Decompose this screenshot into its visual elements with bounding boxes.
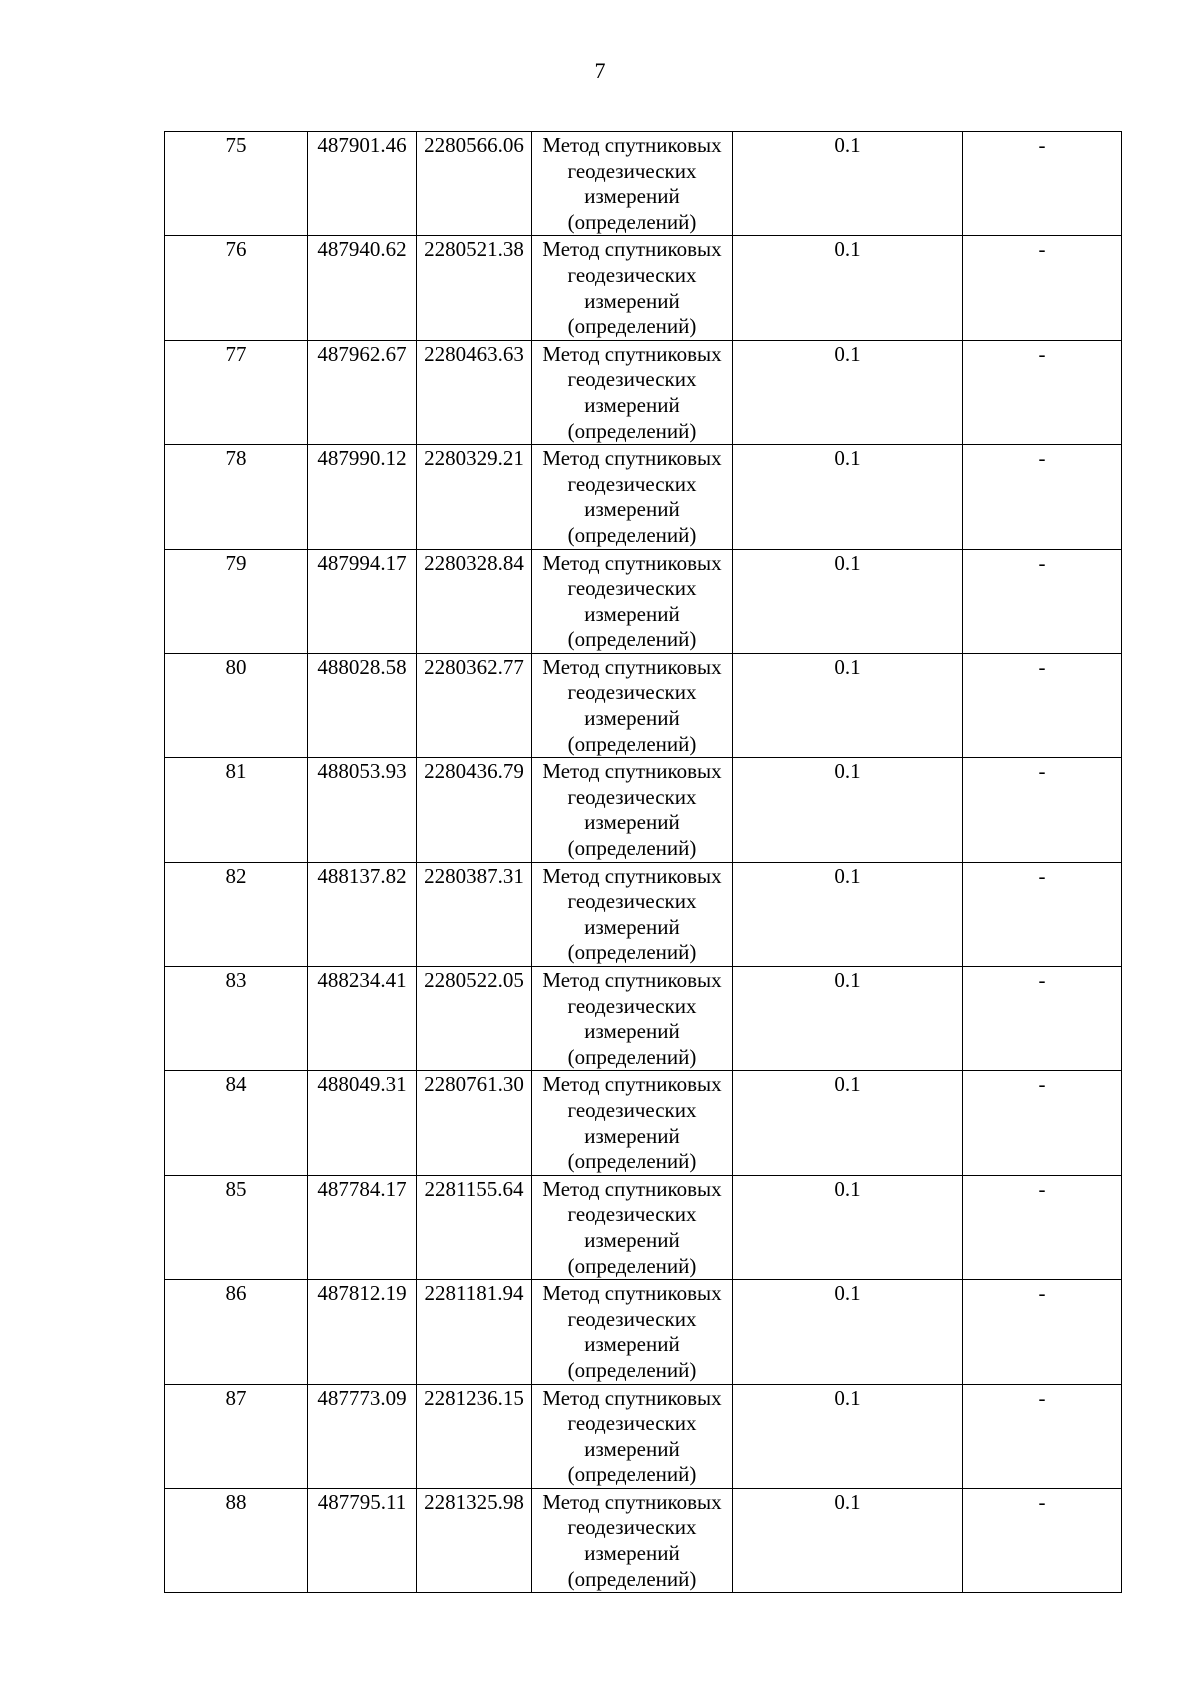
x-coordinate-cell: 487901.46 xyxy=(308,132,417,236)
accuracy-cell: 0.1 xyxy=(733,758,963,862)
point-number-cell: 82 xyxy=(165,862,308,966)
method-cell: Метод спутниковых геодезических измерений (определений) xyxy=(532,236,733,340)
coordinates-table-body xyxy=(165,132,1122,1593)
y-coordinate-cell: 2281236.15 xyxy=(417,1384,532,1488)
method-cell: Метод спутниковых геодезических измерений (определений) xyxy=(532,549,733,653)
table-row xyxy=(165,445,1122,549)
x-coordinate-cell: 487994.17 xyxy=(308,549,417,653)
x-coordinate-cell: 488137.82 xyxy=(308,862,417,966)
description-cell: - xyxy=(963,445,1122,549)
description-cell: - xyxy=(963,236,1122,340)
x-coordinate-cell: 487940.62 xyxy=(308,236,417,340)
accuracy-cell: 0.1 xyxy=(733,1175,963,1279)
x-coordinate-cell: 487773.09 xyxy=(308,1384,417,1488)
method-cell: Метод спутниковых геодезических измерений (определений) xyxy=(532,132,733,236)
x-coordinate-cell: 488234.41 xyxy=(308,967,417,1071)
table-row xyxy=(165,1488,1122,1592)
point-number-cell: 76 xyxy=(165,236,308,340)
method-cell: Метод спутниковых геодезических измерений (определений) xyxy=(532,1071,733,1175)
y-coordinate-cell: 2280521.38 xyxy=(417,236,532,340)
method-cell: Метод спутниковых геодезических измерений (определений) xyxy=(532,445,733,549)
description-cell: - xyxy=(963,1071,1122,1175)
point-number-cell: 86 xyxy=(165,1280,308,1384)
accuracy-cell: 0.1 xyxy=(733,1280,963,1384)
accuracy-cell: 0.1 xyxy=(733,653,963,757)
method-cell: Метод спутниковых геодезических измерений (определений) xyxy=(532,1280,733,1384)
point-number-cell: 75 xyxy=(165,132,308,236)
table-row xyxy=(165,653,1122,757)
accuracy-cell: 0.1 xyxy=(733,236,963,340)
method-cell: Метод спутниковых геодезических измерений (определений) xyxy=(532,340,733,444)
page-number: 7 xyxy=(594,58,606,83)
point-number-cell: 81 xyxy=(165,758,308,862)
x-coordinate-cell: 487990.12 xyxy=(308,445,417,549)
table-row xyxy=(165,967,1122,1071)
point-number-cell: 85 xyxy=(165,1175,308,1279)
method-cell: Метод спутниковых геодезических измерений (определений) xyxy=(532,653,733,757)
table-row xyxy=(165,1280,1122,1384)
accuracy-cell: 0.1 xyxy=(733,132,963,236)
accuracy-cell: 0.1 xyxy=(733,445,963,549)
table-row xyxy=(165,1175,1122,1279)
table-row xyxy=(165,549,1122,653)
y-coordinate-cell: 2281325.98 xyxy=(417,1488,532,1592)
table-row xyxy=(165,236,1122,340)
x-coordinate-cell: 488049.31 xyxy=(308,1071,417,1175)
description-cell: - xyxy=(963,132,1122,236)
method-cell: Метод спутниковых геодезических измерений (определений) xyxy=(532,967,733,1071)
table-row xyxy=(165,1071,1122,1175)
table-row xyxy=(165,1384,1122,1488)
accuracy-cell: 0.1 xyxy=(733,1488,963,1592)
y-coordinate-cell: 2280329.21 xyxy=(417,445,532,549)
description-cell: - xyxy=(963,1280,1122,1384)
point-number-cell: 80 xyxy=(165,653,308,757)
x-coordinate-cell: 488028.58 xyxy=(308,653,417,757)
y-coordinate-cell: 2280761.30 xyxy=(417,1071,532,1175)
table-row xyxy=(165,758,1122,862)
description-cell: - xyxy=(963,549,1122,653)
description-cell: - xyxy=(963,653,1122,757)
accuracy-cell: 0.1 xyxy=(733,340,963,444)
table-row xyxy=(165,132,1122,236)
y-coordinate-cell: 2280566.06 xyxy=(417,132,532,236)
x-coordinate-cell: 488053.93 xyxy=(308,758,417,862)
y-coordinate-cell: 2280387.31 xyxy=(417,862,532,966)
point-number-cell: 88 xyxy=(165,1488,308,1592)
x-coordinate-cell: 487962.67 xyxy=(308,340,417,444)
accuracy-cell: 0.1 xyxy=(733,862,963,966)
y-coordinate-cell: 2281181.94 xyxy=(417,1280,532,1384)
method-cell: Метод спутниковых геодезических измерений (определений) xyxy=(532,862,733,966)
y-coordinate-cell: 2280362.77 xyxy=(417,653,532,757)
point-number-cell: 84 xyxy=(165,1071,308,1175)
point-number-cell: 83 xyxy=(165,967,308,1071)
y-coordinate-cell: 2280522.05 xyxy=(417,967,532,1071)
y-coordinate-cell: 2280463.63 xyxy=(417,340,532,444)
description-cell: - xyxy=(963,862,1122,966)
description-cell: - xyxy=(963,1175,1122,1279)
accuracy-cell: 0.1 xyxy=(733,1384,963,1488)
x-coordinate-cell: 487795.11 xyxy=(308,1488,417,1592)
point-number-cell: 77 xyxy=(165,340,308,444)
y-coordinate-cell: 2280436.79 xyxy=(417,758,532,862)
description-cell: - xyxy=(963,1488,1122,1592)
method-cell: Метод спутниковых геодезических измерений (определений) xyxy=(532,1384,733,1488)
x-coordinate-cell: 487784.17 xyxy=(308,1175,417,1279)
table-row xyxy=(165,340,1122,444)
y-coordinate-cell: 2280328.84 xyxy=(417,549,532,653)
method-cell: Метод спутниковых геодезических измерений (определений) xyxy=(532,758,733,862)
description-cell: - xyxy=(963,1384,1122,1488)
point-number-cell: 79 xyxy=(165,549,308,653)
accuracy-cell: 0.1 xyxy=(733,967,963,1071)
coordinates-table xyxy=(164,131,1122,1593)
description-cell: - xyxy=(963,967,1122,1071)
method-cell: Метод спутниковых геодезических измерений (определений) xyxy=(532,1175,733,1279)
accuracy-cell: 0.1 xyxy=(733,549,963,653)
method-cell: Метод спутниковых геодезических измерений (определений) xyxy=(532,1488,733,1592)
accuracy-cell: 0.1 xyxy=(733,1071,963,1175)
table-row xyxy=(165,862,1122,966)
description-cell: - xyxy=(963,340,1122,444)
description-cell: - xyxy=(963,758,1122,862)
point-number-cell: 78 xyxy=(165,445,308,549)
x-coordinate-cell: 487812.19 xyxy=(308,1280,417,1384)
point-number-cell: 87 xyxy=(165,1384,308,1488)
y-coordinate-cell: 2281155.64 xyxy=(417,1175,532,1279)
